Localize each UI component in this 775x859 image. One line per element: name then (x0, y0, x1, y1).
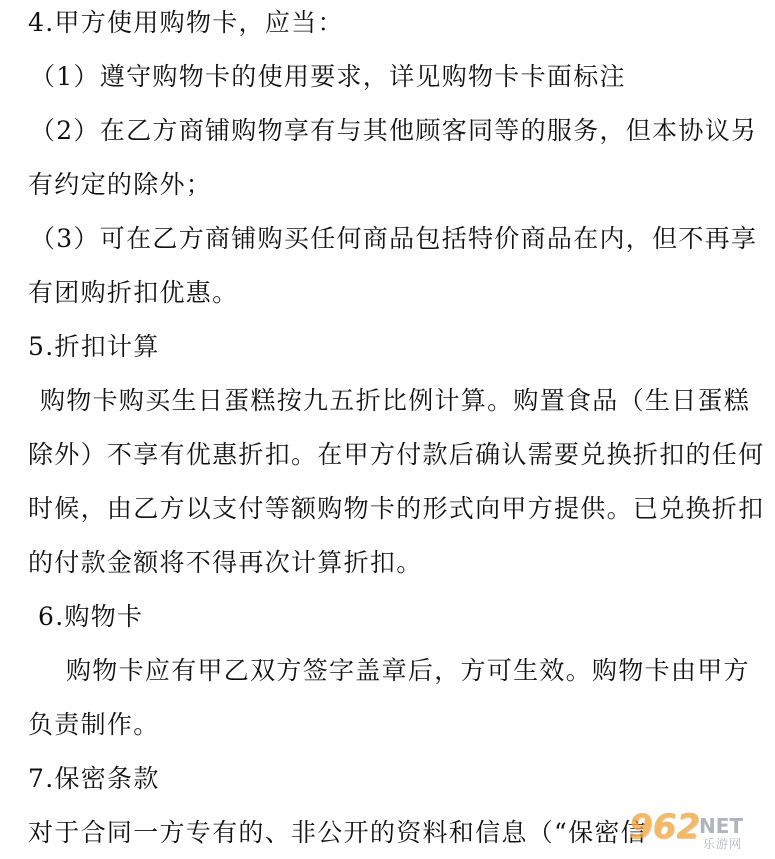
clause-5-paragraph-line: 时候，由乙方以支付等额购物卡的形式向甲方提供。已兑换折扣 (28, 494, 765, 523)
clause-6-paragraph-line: 购物卡应有甲乙双方签字盖章后，方可生效。购物卡由甲方 (66, 656, 750, 685)
clause-6-paragraph-line: 负责制作。 (28, 710, 160, 739)
watermark-net: NET (699, 814, 744, 838)
clause-4-heading: 4.甲方使用购物卡，应当： (28, 8, 344, 37)
clause-5-paragraph-line: 除外）不享有优惠折扣。在甲方付款后确认需要兑换折扣的任何 (28, 440, 765, 469)
clause-4-item-3-cont: 有团购折扣优惠。 (28, 278, 239, 307)
clause-7-heading: 7.保密条款 (28, 764, 160, 793)
watermark-sub: 乐游网 (703, 837, 743, 851)
clause-4-item-2-cont: 有约定的除外； (28, 170, 213, 199)
clause-4-item-3: （3）可在乙方商铺购买任何商品包括特价商品在内，但不再享 (30, 224, 758, 253)
clause-4-item-1: （1）遵守购物卡的使用要求，详见购物卡卡面标注 (30, 62, 626, 91)
clause-5-paragraph-line: 的付款金额将不得再次计算折扣。 (28, 548, 423, 577)
clause-5-heading: 5.折扣计算 (28, 332, 160, 361)
watermark-number: 962 (629, 807, 700, 847)
clause-7-paragraph-line: 对于合同一方专有的、非公开的资料和信息（“保密信 (28, 818, 647, 847)
clause-6-heading: 6.购物卡 (38, 602, 144, 631)
site-watermark-logo (629, 809, 769, 853)
clause-5-paragraph-line: 购物卡购买生日蛋糕按九五折比例计算。购置食品（生日蛋糕 (40, 386, 751, 415)
clause-4-item-2: （2）在乙方商铺购物享有与其他顾客同等的服务，但本协议另 (30, 116, 758, 145)
